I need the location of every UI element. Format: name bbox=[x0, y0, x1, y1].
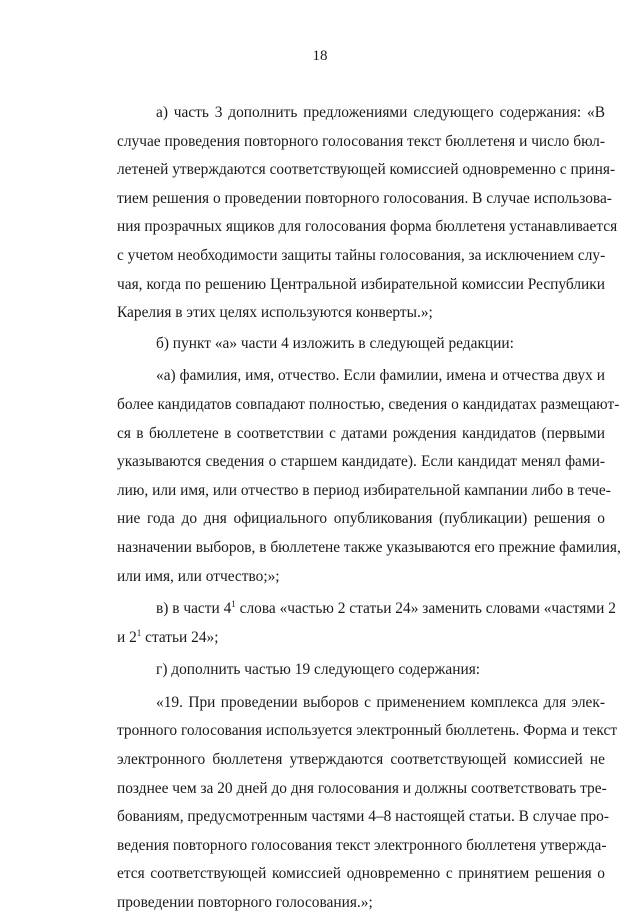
text-fragment: в) в части 4 bbox=[156, 600, 232, 618]
paragraph-v bbox=[117, 595, 616, 652]
text-line: ние года до дня официального опубликования (публикации) решения о bbox=[117, 510, 605, 528]
text-line: ния прозрачных ящиков для голосования форма бюллетеня устанавливается bbox=[117, 218, 618, 236]
text-line: летеней утверждаются соответствующей комиссией одновременно с приня- bbox=[117, 161, 616, 179]
paragraph-g bbox=[117, 656, 605, 685]
document-body bbox=[117, 99, 621, 918]
text-line: г) дополнить частью 19 следующего содержания: bbox=[156, 661, 481, 679]
text-line: а) часть 3 дополнить предложениями следующего содержания: «В bbox=[156, 104, 605, 121]
text-line: «а) фамилия, имя, отчество. Если фамилии, имена и отчества двух и bbox=[156, 367, 605, 385]
text-line: ведения повторного голосования текст электронного бюллетеня утвержда- bbox=[117, 836, 607, 854]
text-line bbox=[117, 595, 616, 624]
text-fragment: статьи 24»; bbox=[141, 628, 219, 646]
text-line: или имя, или отчество;»; bbox=[117, 567, 280, 585]
text-line: ся в бюллетене в соответствии с датами рождения кандидатов (первыми bbox=[117, 424, 605, 442]
text-line: чая, когда по решению Центральной избирательной комиссии Республики bbox=[117, 275, 605, 293]
paragraph-b bbox=[117, 330, 605, 359]
text-line: бованиям, предусмотренным частями 4–8 настоящей статьи. В случае про- bbox=[117, 808, 610, 826]
text-line: электронного бюллетеня утверждаются соответствующей комиссией не bbox=[117, 751, 605, 769]
text-line: случае проведения повторного голосования текст бюллетеня и число бюл- bbox=[117, 132, 605, 150]
text-fragment: слова «частью 2 статьи 24» заменить словами «частями 2 bbox=[235, 600, 616, 618]
paragraph-19 bbox=[117, 689, 618, 918]
text-line: Карелия в этих целях используются конверты.»; bbox=[117, 304, 433, 322]
text-line: позднее чем за 20 дней до дня голосования и должны соответствовать тре- bbox=[117, 779, 607, 797]
text-line: более кандидатов совпадают полностью, сведения о кандидатах размещают- bbox=[117, 395, 620, 413]
text-line: «19. При проведении выборов с применением комплекса для элек- bbox=[156, 693, 605, 711]
superscript: 1 bbox=[136, 627, 142, 638]
paragraph-a bbox=[117, 99, 618, 328]
text-line: с учетом необходимости защиты тайны голосования, за исключением слу- bbox=[117, 246, 606, 264]
text-line: указываются сведения о старшем кандидате). Если кандидат менял фами- bbox=[117, 453, 605, 471]
text-line: проведении повторного голосования.»; bbox=[117, 894, 373, 912]
text-line: лию, или имя, или отчество в период избирательной кампании либо в тече- bbox=[117, 481, 611, 499]
text-line: назначении выборов, в бюллетене также указываются его прежние фамилия, bbox=[117, 538, 621, 556]
text-line: б) пункт «а» части 4 изложить в следующей редакции: bbox=[156, 334, 514, 352]
paragraph-quoted-a bbox=[117, 362, 621, 591]
superscript: 1 bbox=[231, 598, 236, 609]
page-number: 18 bbox=[312, 48, 328, 64]
text-line: тием решения о проведении повторного голосования. В случае использова- bbox=[117, 189, 612, 207]
text-fragment: и 2 bbox=[117, 628, 137, 646]
text-line: ется соответствующей комиссией одновременно с принятием решения о bbox=[117, 865, 605, 883]
text-line bbox=[117, 624, 605, 653]
text-line: тронного голосования используется электронный бюллетень. Форма и текст bbox=[117, 722, 618, 740]
